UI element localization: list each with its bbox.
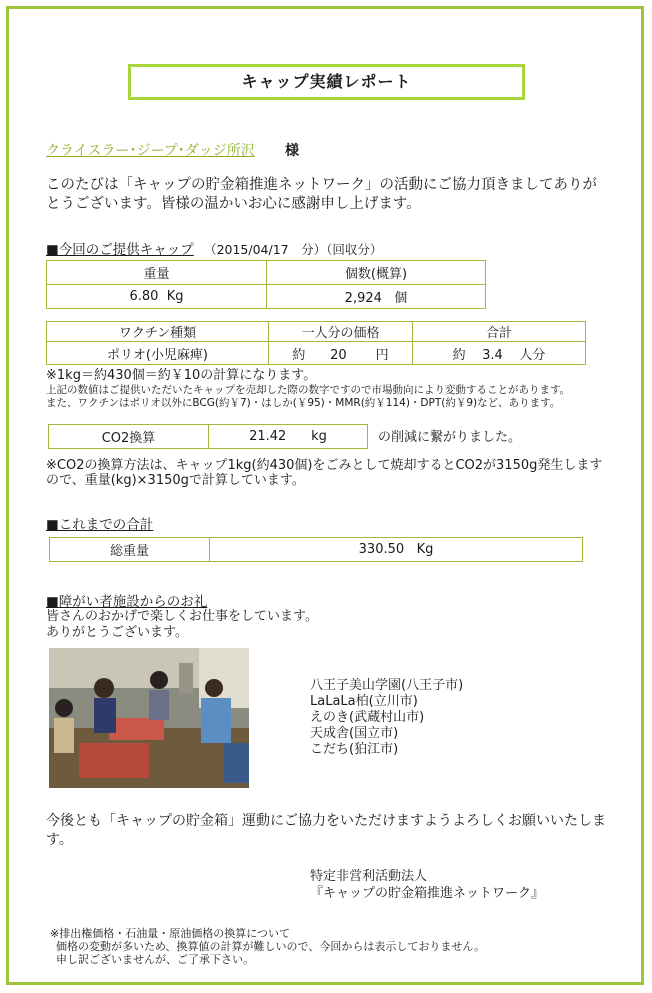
count-unit: 個 [394,291,408,306]
report-title: キャップ実績レポート [128,64,525,100]
current-section-heading: ■今回のご提供キャップ [46,242,194,258]
footnote [50,927,485,966]
co2-value-cell [209,425,368,449]
co2-label: CO2換算 [49,425,209,449]
signature [310,868,544,902]
intro-text: このたびは「キャップの貯金箱推進ネットワーク」の活動にご協力頂きましてありがとうございます。皆様の温かいお心に感謝申し上げます。 [46,177,597,212]
footnote-line-3: 申し訳ございませんが、ご了承下さい。 [56,953,254,966]
vaccine-table [46,321,586,365]
recipient-honorific: 様 [285,143,299,159]
thanks-line-1: 皆さんのおかげで楽しくお仕事をしています。 [46,609,318,624]
signature-line-1: 特定非営利活動法人 [310,869,428,884]
price-unit: 円 [375,347,389,363]
total-prefix: 約 [452,347,466,363]
calc-note-small-1: 上記の数値はご提供いただいたキャップを売却した際の数字ですので市場動向により変動することがあります。 [46,384,571,396]
co2-unit: kg [311,429,327,444]
header-total: 合計 [413,322,586,342]
total-unit: 人分 [519,347,546,363]
total-weight-value: 330.50 [358,542,405,557]
facility-item: こだち(狛江市) [310,742,399,757]
facility-list [310,678,463,758]
header-unit-price: 一人分の価格 [269,322,413,342]
closing-text: 今後とも「キャップの貯金箱」運動にご協力をいただけますようよろしくお願いいたします。 [46,813,606,848]
recipient-company: クライスラー･ジープ･ダッジ所沢 [46,143,255,159]
count-value: 2,924 [344,291,382,306]
co2-value: 21.42 [249,429,287,444]
total-heading: ■これまでの合計 [46,517,154,533]
total-label: 総重量 [50,538,210,562]
header-weight: 重量 [47,261,267,285]
co2-table [48,424,368,449]
facility-item: えのき(武蔵村山市) [310,710,425,725]
total-heading-row [46,513,153,533]
calc-note-small-2: また、ワクチンはポリオ以外にBCG(約￥7)・はしか(￥95)・MMR(約￥114)・DPT(約￥9)など、あります。 [46,397,561,409]
thanks-line-2: ありがとうございます。 [46,625,188,640]
weight-value: 6.80 [129,289,159,304]
weight-unit: Kg [166,289,184,304]
total-people-cell [413,342,586,365]
header-count: 個数(概算) [267,261,486,285]
total-value-cell [210,538,583,562]
facility-item: LaLaLa柏(立川市) [310,694,418,709]
current-date-note: （2015/04/17 分）（回収分） [204,242,383,257]
header-vaccine-type: ワクチン種類 [47,322,269,342]
price-value: 20 [330,347,347,363]
facility-item: 八王子美山学園(八王子市) [310,678,464,693]
vaccine-type-cell: ポリオ(小児麻痺) [47,342,269,365]
total-weight-unit: Kg [416,542,434,557]
footnote-line-2: 価格の変動が多いため、換算値の計算が難しいので、今回からは表示しておりません。 [56,940,485,953]
calc-note-main: ※1kg＝約430個＝約￥10の計算になります。 [46,368,317,383]
current-table [46,260,486,309]
total-value: 3.4 [482,347,503,363]
total-table [49,537,583,562]
co2-note: ※CO2の換算方法は、キャップ1kg(約430個)をごみとして焼却するとCO2が3150g発生しますので、重量(kg)×3150gで計算しています。 [46,458,603,488]
signature-line-2: 『キャップの貯金箱推進ネットワーク』 [310,886,545,901]
thanks-heading-row [46,590,207,610]
facility-item: 天成舎(国立市) [310,726,399,741]
thanks-heading: ■障がい者施設からのお礼 [46,594,208,610]
count-cell [267,285,486,309]
workshop-photo [49,648,249,788]
current-section-heading-row [46,238,382,258]
co2-suffix: の削減に繋がりました。 [378,430,522,445]
footnote-line-1: ※排出権価格・石油量・原油価格の換算について [50,927,290,940]
weight-cell [47,285,267,309]
price-cell [269,342,413,365]
price-prefix: 約 [292,347,306,363]
